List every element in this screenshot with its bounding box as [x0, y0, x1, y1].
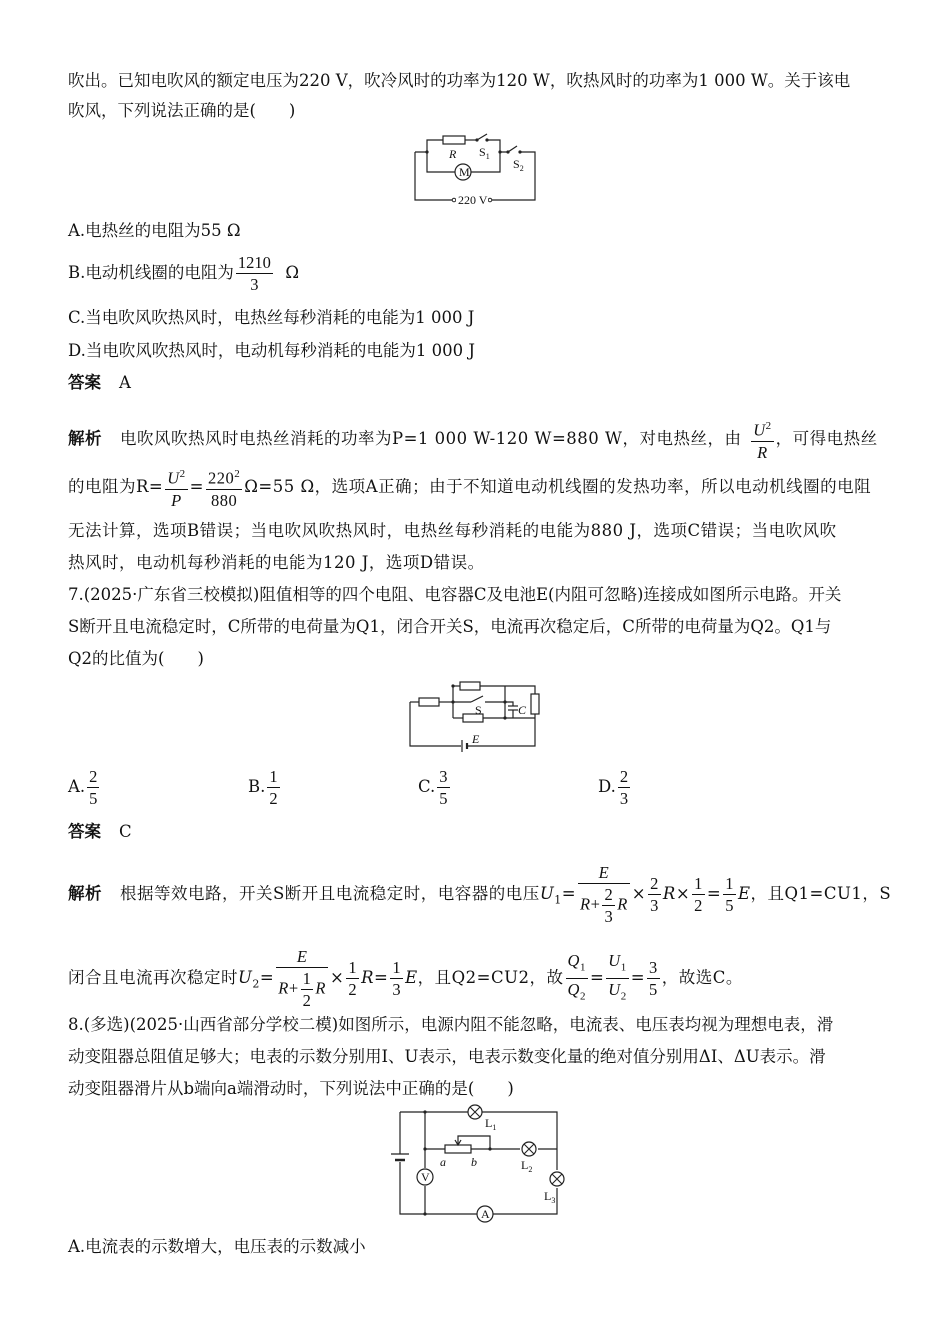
q6-fig-R: R: [449, 147, 457, 161]
q7-fig-E: E: [472, 732, 480, 746]
q7-stem-line2: S断开且电流稳定时，C所带的电荷量为Q1，闭合开关S，电流再次稳定后，C所带的电荷量为Q2。Q1与: [68, 617, 832, 636]
q8-fig-A: A: [481, 1207, 490, 1221]
q6-stem-line1: 吹出。已知电吹风的额定电压为220 V，吹冷风时的功率为120 W，吹热风时的功率为1 000 W。关于该电: [68, 71, 851, 90]
q7-option-b: B. $\frac{1}{2}$: [248, 767, 278, 808]
q7-fig-C: C: [518, 703, 527, 717]
q6-stem-line2: 吹风，下列说法正确的是( ): [68, 101, 296, 120]
q8-circuit-diagram: [385, 1102, 570, 1227]
q6-fig-S1: S: [479, 145, 486, 159]
q6-option-b: B.电动机线圈的电阻为 $\frac{1210}{3}$ Ω: [68, 253, 300, 294]
q7-stem-line1: 7.(2025·广东省三校模拟)阻值相等的四个电阻、电容器C及电池E(内阻可忽略)连接成如图所示电路。开关: [68, 585, 842, 604]
q6-option-c: C.当电吹风吹热风时，电热丝每秒消耗的电能为1 000 J: [68, 308, 475, 327]
q6-fig-voltage: 220 V: [458, 193, 488, 207]
q6-answer: 答案 A: [68, 373, 131, 392]
q8-fig-V: V: [421, 1170, 430, 1184]
q8-fig-b: b: [471, 1155, 477, 1169]
q8-fig-a: a: [440, 1155, 446, 1169]
q6-circuit-diagram: [405, 130, 545, 210]
svg-text:L2: $L_2$: [521, 1158, 533, 1174]
q8-option-a: A.电流表的示数增大，电压表的示数减小: [68, 1237, 366, 1256]
svg-text:L1: $L_1$: [485, 1116, 497, 1132]
q6-explanation-line2: 的电阻为R= $\frac{U^2}{P}$ = $\frac{220^2}{880}$ Ω=55 Ω，选项A正确；由于不知道电动机线圈的发热功率，所以电动机线圈的电阻: [68, 468, 872, 510]
q7-explanation-line2: 闭合且电流再次稳定时$U_2=$ E R+ $\frac{1}{2}$ R × $\frac{1}{2}$ R= $\frac{1}{3}$ E，且Q2=CU2，故 $\frac{Q_1}{Q_2}$ = $\frac{U_1}{U_2}$ = $\frac{3}{5}$ ，故选C。: [68, 947, 743, 1010]
q6-explanation-line3: 无法计算，选项B错误；当电吹风吹热风时，电热丝每秒消耗的电能为880 J，选项C错误；当电吹风吹: [68, 521, 837, 540]
q6-option-a: A.电热丝的电阻为55 Ω: [68, 221, 241, 240]
q7-option-d: D. $\frac{2}{3}$: [598, 767, 629, 808]
q6-explanation-line1: 解析 电吹风吹热风时电热丝消耗的功率为P=1 000 W-120 W=880 W，对电热丝，由 $\frac{U^2}{R}$ ，可得电热丝: [68, 420, 878, 462]
svg-text:S1: $S_1$: [479, 145, 490, 161]
q6-option-d: D.当电吹风吹热风时，电动机每秒消耗的电能为1 000 J: [68, 341, 475, 360]
q8-stem-line1: 8.(多选)(2025·山西省部分学校二模)如图所示，电源内阻不能忽略，电流表、电压表均视为理想电表，滑: [68, 1015, 834, 1034]
q8-fig-L2: L: [521, 1158, 529, 1172]
svg-text:S2: $S_2$: [513, 157, 524, 173]
q8-fig-L3: L: [544, 1189, 552, 1203]
q7-answer: 答案 C: [68, 822, 132, 841]
q7-stem-line3: Q2的比值为( ): [68, 649, 204, 668]
q7-explanation-line1: 解析 根据等效电路，开关S断开且电流稳定时，电容器的电压$U_1=$ E R+ $\frac{2}{3}$ R × $\frac{2}{3}$ R× $\frac{1}{2}$ = $\frac{1}{5}$ E，且Q1=CU1，S: [68, 863, 892, 926]
q7-fig-S: S: [475, 703, 482, 717]
q6-fig-M: M: [459, 165, 470, 179]
q7-option-c: C. $\frac{3}{5}$: [418, 767, 448, 808]
svg-text:L3: $L_3$: [544, 1189, 556, 1205]
q8-stem-line2: 动变阻器总阻值足够大；电表的示数分别用I、U表示，电表示数变化量的绝对值分别用ΔI、ΔU表示。滑: [68, 1047, 826, 1066]
q7-option-a: A. $\frac{2}{5}$: [68, 767, 98, 808]
q6-fig-S2: S: [513, 157, 520, 171]
q8-stem-line3: 动变阻器滑片从b端向a端滑动时，下列说法中正确的是( ): [68, 1079, 514, 1098]
q8-fig-L1: L: [485, 1116, 493, 1130]
q7-circuit-diagram: [405, 676, 550, 752]
q6-explanation-line4: 热风时，电动机每秒消耗的电能为120 J，选项D错误。: [68, 553, 485, 572]
